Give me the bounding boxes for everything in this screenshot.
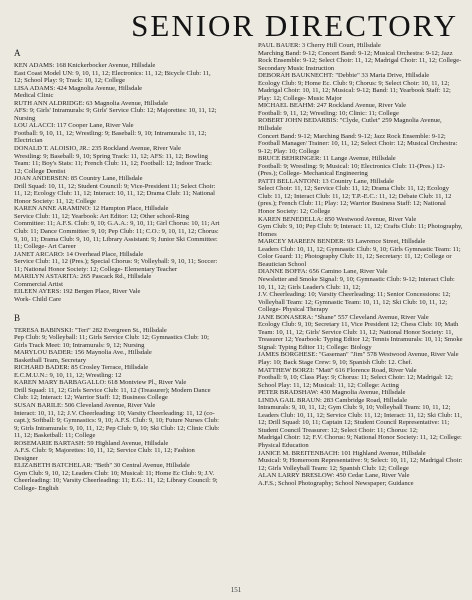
directory-entry-line: JAMES BORGHESE: "Gaseman" "Jim" 578 Westwood Avenue, River Vale [258, 351, 459, 359]
directory-entry-line: E.C.M.U.N.: 9, 10, 11, 12; Wrestling: 12 [14, 371, 122, 379]
directory-entry-line: JANICE M. BREITENBACH: 101 Highland Avenue, Hillsdale [258, 449, 426, 457]
directory-entry-line: MARCEY MAREEN BENDER: 93 Lawrence Street, Hillsdale [258, 238, 426, 246]
directory-entry-line: Concert Band: 9-12; Marching Band: 9-12; Jazz Rock Ensemble: 9-12; Football Manager/ Trainer: 10, 11, 12; Select Choir: 12; Musical Orchestra: 9-12; Play: 10; College [258, 132, 458, 155]
directory-entry-line: ELIZABETH BATCHELAR: "Beth" 30 Central Avenue, Hillsdale [14, 462, 190, 470]
directory-entry-line: Wrestling: 9; Baseball: 9, 10; Spring Track: 11, 12; AFS: 11, 12; Bowling Team: 11; Boy's Stats: 11; French Club: 11, 12; Football: 12; Indoor Track: 12; College Dentist [14, 152, 212, 175]
directory-entry-line: RICHARD BADER: 85 Crosley Terrace, Hillsdale [14, 364, 149, 372]
directory-entry-line: Basketball Team, Secretary [14, 356, 87, 364]
directory-entry-line: Medical Clinic [14, 92, 54, 100]
directory-entry-line: ROSEMARIE BARTASH: 59 Highland Avenue, Hillsdale [14, 439, 169, 447]
directory-entry-line: Play: 10; Back Stage Crew: 9, 10; Spanish Club: 12. Chef. [258, 358, 413, 366]
directory-entry-line: Interact: 10, 11, 12; J.V. Cheerleading: 10; Varsity Cheerleading: 11, 12 (co-capt.); Softball: 9; Gymnastics: 9, 10; A.F.S. Club: 9, 10; Future Nurses Club: 9; Girls Intramurals: 9, 10, 11, 12; Pep Club: 9, 10; Ski Club: 12; Clinic Club: 11, 12; Basketball: 11; College [14, 409, 220, 440]
directory-entry-line: ALAN LARRY BRESLOW: 450 Cedar Lane, River Vale [258, 472, 410, 480]
directory-entry-line: Football: 9, 11, 12; Wrestling: 10; Clinic: 11; College [258, 109, 399, 117]
directory-entry-line: KAREN MARY BARBAGALLO: 618 Montview Pl., River Vale [14, 379, 187, 387]
directory-entry-line: MARILYN ASTARITA: 265 Pascack Rd., Hillsdale [14, 273, 152, 281]
directory-entry-line: LOU ALACCI: 117 Cooper Lane, River Vale [14, 122, 134, 130]
directory-entry-line: Madrigal Choir: 12; F.V. Chorus: 9; National Honor Society: 11, 12; College: Physical Education [258, 434, 462, 449]
directory-entry-line: Work- Child Care [14, 295, 62, 303]
directory-entry-line: Football: 9, 10, 11, 12; Wrestling: 9; Baseball: 9, 10; Intramurals: 11, 12; Electrician [14, 129, 207, 145]
left-column [14, 48, 220, 580]
directory-entry-line: Drill Squad: 10, 11, 12; Student Council: 9; Vice-President 11; Select Choir: 11, 12; Ecology Club: 11, 12; Interact: 10, 11, 12; Drama Club: 11; National Honor Society: 11, 12; College [14, 182, 216, 205]
directory-entry-line: PATTI BELLANTONI: 13 Country Lane, Hillsdale [258, 177, 394, 185]
directory-entry-line: Drill Squad: 11, 12; Girls Service Club: 11, 12 (Treasurer); Modern Dance Club: 12; Interact: 12; Warrior Staff: 12; Business College [14, 386, 211, 402]
directory-entry-line: PAUL BAUER: 3 Cherry Hill Court, Hillsdale [258, 42, 381, 49]
directory-entry-line: SUSAN BARILE: 506 Cleveland Avenue, River Vale [14, 401, 156, 409]
directory-entry-line: LISA ADAMS: 424 Magnolia Avenue, Hillsdale [14, 84, 143, 92]
directory-entry-line: Ecology Club: 9, 10; Secretary 11, Vice President 12; Chess Club: 10; Math Team: 10, 11, 12; Girls' Service Club: 11, 12; National Honor Society: 11, Treasurer 12; Yearbook: Typing Editor 12; Tennis Intramurals: 10, 11; Smoke Signal: Typing Editor 11; College: Biology [258, 321, 463, 351]
page-title: SENIOR DIRECTORY [131, 8, 458, 43]
directory-entry-line: A.F.S.; School Photography; School Newspaper; Guidance [258, 479, 414, 487]
directory-entry-line: KAREN BENEDELLA: 850 Westwood Avenue, River Vale [258, 215, 417, 223]
directory-entry-line: Ecology Club: 9; Home Ec. Club: 9; Chorus: 9; Select Choir: 10, 11, 12; Madrigal Choir: 10, 11, 12; Musical: 9-12; Band: 11; Yearbook Staff: 12; Play: 12; College- Music Major [258, 79, 451, 102]
directory-entry-line: J.V. Cheerleading: 10; Varsity Cheerleading: 11; Senior Concessions: 12; Volleyball Team: 12; Gymnastic Team: 10, 11, 12; Ski Club: 10, 11, 12; College- Physical Therapy [258, 291, 451, 314]
directory-entry-line: Leaders Club: 10, 11, 12; Gymnastic Club: 9, 10; Girls Gymnastic Team: 11; Color Guard: 11; Photography Club: 11, 12; Secretary: 11, 12; College or Beautician School [258, 245, 461, 268]
directory-entry-line: KEN ADAMS: 168 Knickerbocker Avenue, Hillsdale [14, 62, 156, 69]
directory-entry-line: ROBERT JOHN BEDARBIS: "Clyde, Cutlet" 259 Magnolia Avenue, Hillsdale [258, 117, 442, 133]
directory-entry-line: PETER BRADSHAW: 430 Magnolia Avenue, Hillsdale [258, 389, 406, 397]
directory-entry-line: Marching Band: 9-12; Concert Band: 9-12; Musical Orchestra: 9-12; Jazz Rock Ensemble: 9-12; Select Choir: 11, 12; Madrigal Choir: 11, 12; College- Secondary Music Instruction [258, 49, 462, 72]
directory-entry-line: KAREN ANNE ARAMINO: 12 Hampton Place, Hillsdale [14, 205, 169, 213]
directory-entry-line: RUTH ANN ALDRIDGE: 63 Magnolia Avenue, Hillsdale [14, 99, 168, 107]
directory-entry-line: East Coast Model UN: 9, 10, 11, 12; Electronics: 11, 12; Bicycle Club: 11, 12; School Play: 9; Track: 10, 12; College [14, 69, 211, 85]
directory-entry-line: Football: 9, 10; Class Play: 9; Chorus: 11; Select Choir: 12; Madrigal: 12; School Play: 11, 12; Musical: 11, 12; College: Acting [258, 374, 453, 389]
directory-entry-line: Musical: 9; Homeroom Representative: 9; Select: 10, 11, 12; Madrigal Choir: 12; Girls Volleyball Team: 12; Spanish Club: 12; College [258, 457, 463, 472]
directory-entry-line: A.F.S. Club: 9; Majorettes: 10, 11, 12; Service Club: 11, 12; Fashion Designer [14, 447, 195, 462]
directory-entry-line: Select Choir: 11, 12; Service Club: 11, 12; Drama Club: 11, 12; Ecology Club: 11, 12; Interact Club: 11, 12; T.P.-E.C.: 11, 12; Debate Club: 11, 12 (pres.); French Club: 11; Play: 12; Warrior Business Staff: 12; National Honor Society: 12; College [258, 185, 452, 216]
section-letter: B [14, 312, 21, 323]
section-letter: A [14, 48, 21, 58]
directory-entry-line: Intramurals: 9, 10, 11, 12; Gym Club: 9, 10; Volleyball Team: 10, 11, 12; Leaders Club: 10, 11, 12; Service Club: 11, 12; Interact: 11, 12; Ski Club: 11, 12; Drill Squad: 10, 11; Captain 12; Student Council Representative: 11; Student Council Treasurer: 12; Select Choir: 11; Chorus: 12; [258, 404, 462, 434]
directory-entry-line: Commercial Artist [14, 280, 63, 288]
section-gap [14, 304, 220, 313]
page-number: 151 [230, 586, 242, 594]
directory-entry-line: Pep Club: 9; Volleyball: 11; Girls Service Club: 12; Gymnastics Club: 10; Girls Track Meet: 10; Intramurals: 9, 12; Nursing [14, 334, 209, 349]
directory-entry-line: MARYLOU BADER: 156 Maynolia Ave., Hillsdale [14, 349, 152, 357]
directory-entry-line: BRUCE BEHRINGER: 11 Lange Avenue, Hillsdale [258, 155, 396, 163]
directory-entry-line: Football: 9; Wrestling: 9; Musical: 10; Electronics Club: 11-(Pres.) 12-(Pres.); College- Mechanical Engineering [258, 162, 445, 178]
directory-entry-line: JANE BONASERA: "Shane" 557 Cleveland Avenue, River Vale [258, 313, 429, 321]
right-column [258, 42, 464, 580]
directory-entry-line: DIANNE BOFFA: 656 Camino Lane, River Vale [258, 268, 388, 276]
directory-entry-line: Newsletter and Smoke Signal: 9, 10; Gymnastic Club: 9-12; Interact Club: 10, 11, 12; Girls Leader's Club: 11, 12; [258, 275, 455, 291]
directory-entry-line: DONALD T. ALOISIO, JR.: 235 Rockland Avenue, River Vale [14, 145, 181, 153]
directory-entry-line: Gym Club: 9, 10; Pep Club: 9; Interact: 11, 12; Crafts Club: 11; Photography, Homes [258, 223, 463, 238]
directory-entry-line: LINDA GAIL BRAUN: 283 Cambridge Road, Hillsdale [258, 396, 408, 404]
directory-entry-line: JOAN ANDERSEN: 85 Country Lane, Hillsdale [14, 175, 143, 183]
directory-entry-line: TERESA BABINSKI: "Teri" 282 Evergreen St., Hillsdale [14, 326, 167, 334]
directory-entry-line: AFS: 9; Girls' Intramurals: 9; Girls' Service Club: 12; Majorettes: 10, 11, 12; Nursing [14, 107, 217, 122]
directory-entry-line: DEBORAH BAUKNECHT: "Debbie" 33 Maria Drive, Hillsdale [258, 72, 430, 80]
directory-entry-line: Service Club: 11, 12; Yearbook: Art Editor: 12; Other school-Ring Committee: 11; A.F.S. Club: 9, 10; G.A.A.: 9, 10, 11; Girl Chorus: 10, 11; Art Club: 11; Dance Committee: 9, 10; Pep Club: 11; C.O.: 9, 10, 11, 12; Chorus: 9, 10, 11; Drama Club: 9, 10, 11; Library Assistant: 9; Junior Ski Committee: 11; College- Art Career [14, 212, 220, 251]
directory-entry-line: EILEEN AYERS: 192 Bergen Place, River Vale [14, 288, 141, 296]
directory-entry-line: MATTHEW BORZI: "Matt" 616 Florence Road, River Vale [258, 366, 417, 374]
directory-entry-line: Service Club: 11, 12 (Pres.); Special Chorus: 9; Volleyball: 9, 10, 11; Soccer: 11; National Honor Society: 12; College- Elementary Teacher [14, 258, 218, 273]
directory-entry-line: MICHAEL BEAHM: 247 Rockland Avenue, River Vale [258, 102, 407, 110]
directory-entry-line: JANET ARCARO: 14 Overhead Place, Hillsdale [14, 250, 144, 258]
directory-entry-line: Gym Club: 9, 10, 12; Leaders Club: 10; Musical: 11; Home Ec Club: 9; J.V. Cheerleading: 10; Varsity Cheerleading: 11; E.G.: 11, 12; Library Council: 9; College- English [14, 469, 218, 492]
